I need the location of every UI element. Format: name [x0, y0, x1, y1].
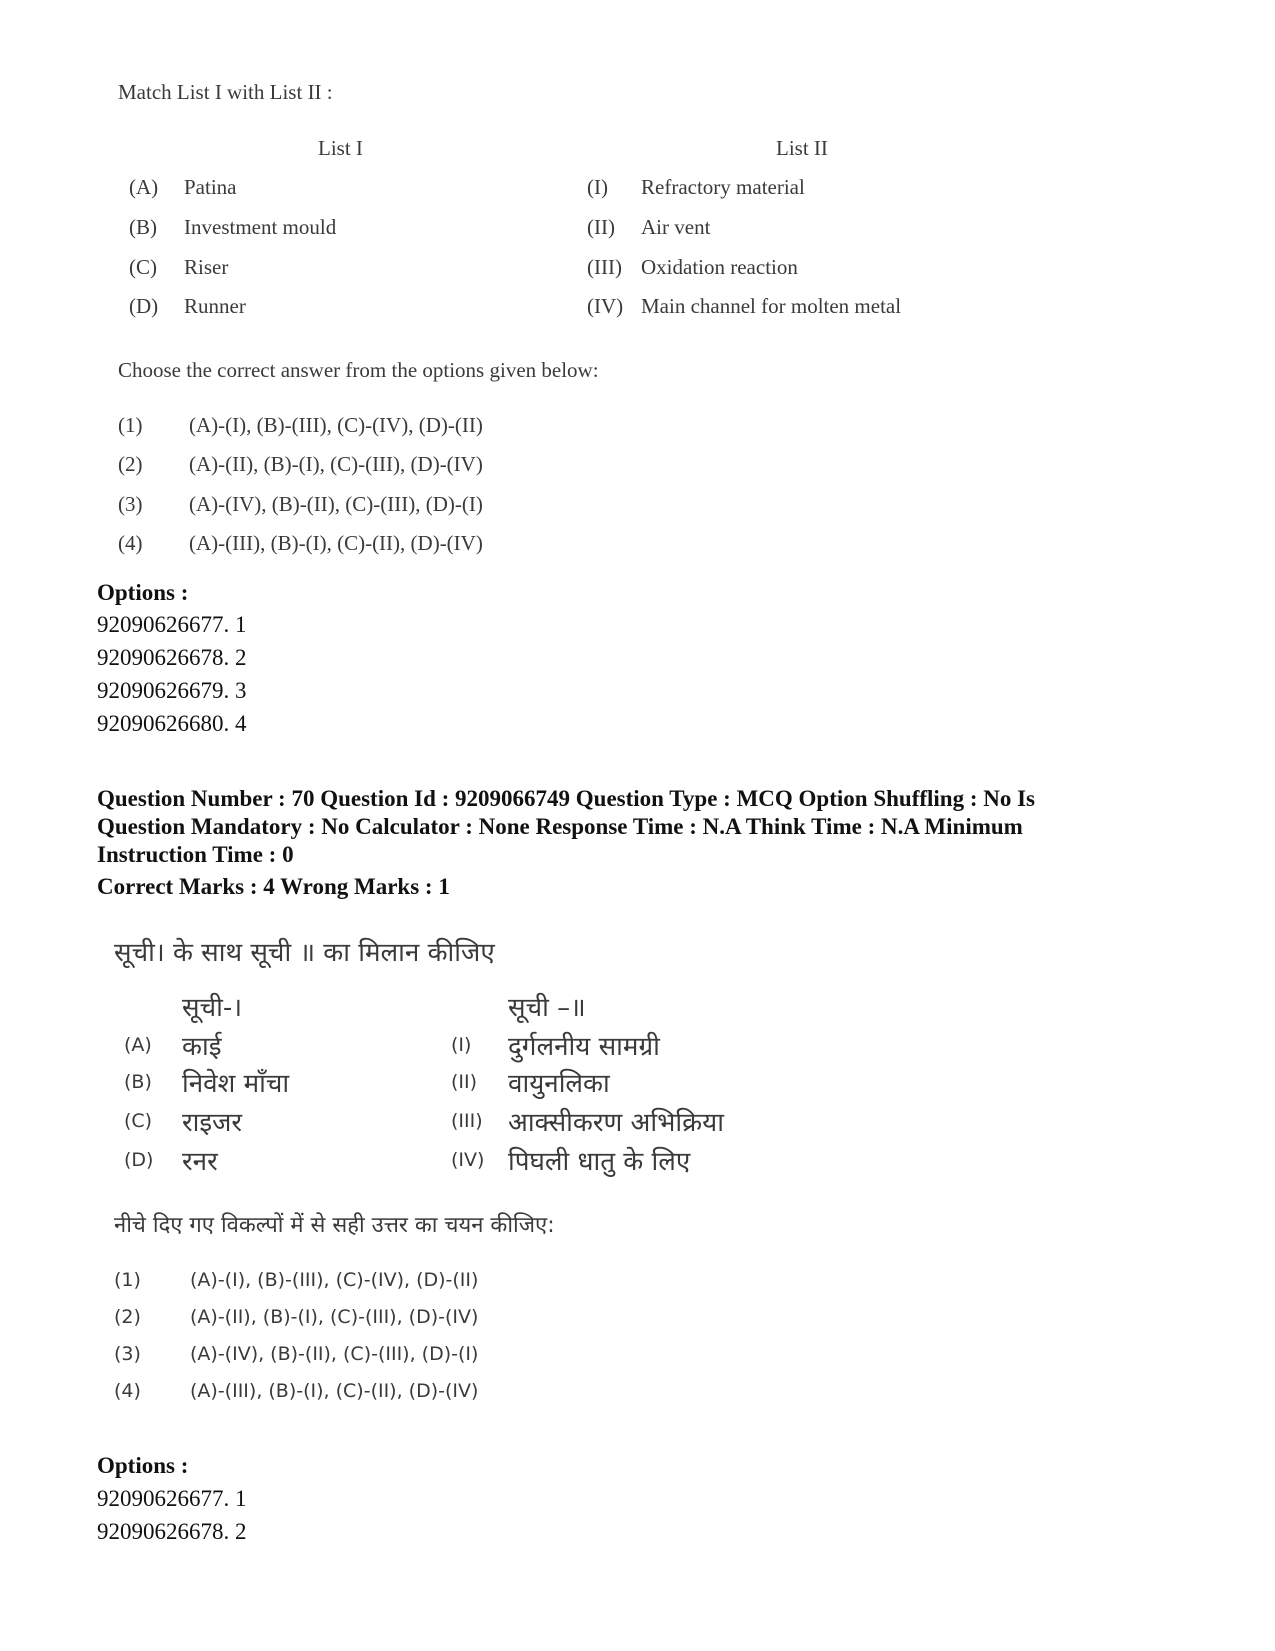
q2-marks: Correct Marks : 4 Wrong Marks : 1 — [97, 874, 450, 899]
q1-row-ii-label: (II) — [587, 215, 615, 239]
q1-choice-3-text: (A)-(IV), (B)-(II), (C)-(III), (D)-(I) — [189, 492, 483, 516]
q2-row-ii-text: वायुनलिका — [508, 1069, 610, 1099]
q1-row-iii-label: (III) — [587, 255, 622, 279]
q2-row-c-label: (C) — [124, 1110, 153, 1132]
q2-choice-2-num: (2) — [114, 1306, 141, 1328]
q1-choice-1-text: (A)-(I), (B)-(III), (C)-(IV), (D)-(II) — [189, 413, 483, 437]
q1-row-iv-text: Main channel for molten metal — [641, 294, 902, 318]
q1-options-heading: Options : — [97, 580, 189, 605]
q2-intro: सूची। के साथ सूची ॥ का मिलान कीजिए — [114, 938, 495, 968]
q1-choice-2-text: (A)-(II), (B)-(I), (C)-(III), (D)-(IV) — [189, 452, 483, 476]
q1-row-i-text: Refractory material — [641, 175, 805, 199]
q1-list1-heading: List I — [318, 136, 363, 160]
q1-row-ii-text: Air vent — [641, 215, 711, 239]
q1-row-d-label: (D) — [129, 294, 159, 318]
q2-choice-3-num: (3) — [114, 1343, 141, 1365]
q1-row-iv-label: (IV) — [587, 294, 624, 318]
q1-choose-instruction: Choose the correct answer from the options given below: — [118, 358, 599, 382]
q1-choice-2-num: (2) — [118, 452, 143, 476]
q2-choice-3-text: (A)-(IV), (B)-(II), (C)-(III), (D)-(I) — [190, 1343, 479, 1365]
q2-row-iii-text: आक्सीकरण अभिक्रिया — [508, 1108, 724, 1138]
q2-option-1: 92090626677. 1 — [97, 1486, 247, 1511]
q2-meta-line-1: Question Number : 70 Question Id : 9209066749 Question Type : MCQ Option Shuffling : No Is — [97, 786, 1036, 811]
q1-row-c-text: Riser — [184, 255, 229, 279]
q2-meta-line-3: Instruction Time : 0 — [97, 842, 294, 867]
q2-row-i-label: (I) — [451, 1034, 472, 1056]
q2-option-2: 92090626678. 2 — [97, 1519, 247, 1544]
q2-meta-line-2: Question Mandatory : No Calculator : None Response Time : N.A Think Time : N.A Minimum — [97, 814, 1023, 839]
q2-row-iii-label: (III) — [451, 1110, 483, 1132]
q1-list2-heading: List II — [776, 136, 828, 160]
q2-choice-4-num: (4) — [114, 1380, 141, 1402]
q1-option-3: 92090626679. 3 — [97, 678, 247, 703]
q2-list2-heading: सूची –॥ — [508, 993, 586, 1023]
q2-row-d-text: रनर — [182, 1147, 218, 1177]
q1-row-d-text: Runner — [184, 294, 246, 318]
q2-row-i-text: दुर्गलनीय सामग्री — [508, 1032, 660, 1062]
q1-row-a-text: Patina — [184, 175, 237, 199]
q1-option-2: 92090626678. 2 — [97, 645, 247, 670]
q2-row-ii-label: (II) — [451, 1071, 478, 1093]
q2-row-b-text: निवेश माँचा — [182, 1069, 290, 1099]
q1-row-iii-text: Oxidation reaction — [641, 255, 798, 279]
q2-row-iv-text: पिघली धातु के लिए — [508, 1147, 691, 1177]
q2-row-a-text: काई — [182, 1032, 222, 1062]
q1-row-c-label: (C) — [129, 255, 157, 279]
q1-choice-4-text: (A)-(III), (B)-(I), (C)-(II), (D)-(IV) — [189, 531, 483, 555]
q2-choice-1-text: (A)-(I), (B)-(III), (C)-(IV), (D)-(II) — [190, 1269, 479, 1291]
q2-choose-instruction: नीचे दिए गए विकल्पों में से सही उत्तर का चयन कीजिए: — [114, 1213, 555, 1238]
q1-row-a-label: (A) — [129, 175, 159, 199]
q1-row-b-label: (B) — [129, 215, 157, 239]
q1-choice-4-num: (4) — [118, 531, 143, 555]
q2-choice-2-text: (A)-(II), (B)-(I), (C)-(III), (D)-(IV) — [190, 1306, 479, 1328]
q1-option-1: 92090626677. 1 — [97, 612, 247, 637]
q2-row-b-label: (B) — [124, 1071, 152, 1093]
q1-row-b-text: Investment mould — [184, 215, 337, 239]
q1-option-4: 92090626680. 4 — [97, 711, 247, 736]
q1-choice-3-num: (3) — [118, 492, 143, 516]
q2-row-iv-label: (IV) — [451, 1149, 485, 1171]
q2-row-c-text: राइजर — [182, 1108, 243, 1138]
q1-choice-1-num: (1) — [118, 413, 143, 437]
q1-row-i-label: (I) — [587, 175, 608, 199]
q2-row-a-label: (A) — [124, 1034, 152, 1056]
q1-intro: Match List I with List II : — [118, 80, 333, 104]
q2-row-d-label: (D) — [124, 1149, 154, 1171]
q2-choice-4-text: (A)-(III), (B)-(I), (C)-(II), (D)-(IV) — [190, 1380, 479, 1402]
q2-options-heading: Options : — [97, 1453, 189, 1478]
q2-choice-1-num: (1) — [114, 1269, 141, 1291]
q2-list1-heading: सूची-। — [182, 993, 243, 1023]
